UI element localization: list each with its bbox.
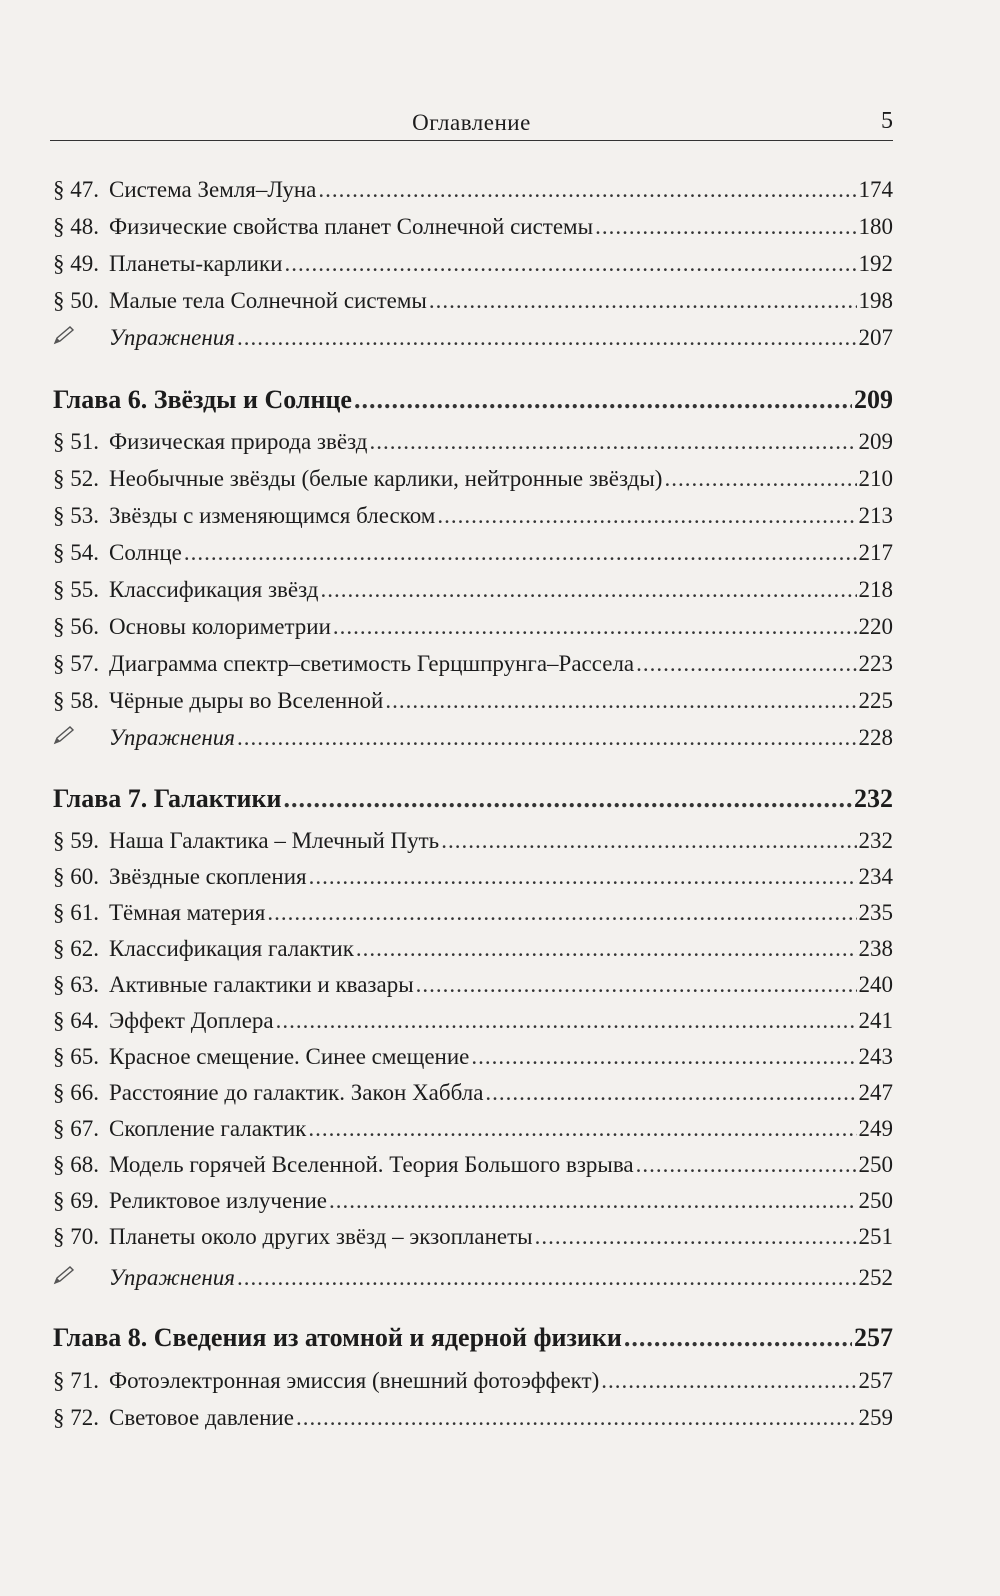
page-number: 228 — [858, 725, 893, 750]
dot-leader — [535, 1221, 857, 1253]
section-number: § 51. — [53, 429, 99, 454]
chapter-title: Глава 7. Галактики — [53, 784, 282, 813]
page-number: 238 — [858, 936, 893, 961]
dot-leader — [485, 1077, 856, 1109]
section-number: § 62. — [53, 936, 99, 961]
section-number: § 67. — [53, 1116, 99, 1141]
page-number: 217 — [858, 540, 893, 565]
dot-leader — [318, 174, 856, 206]
page-number: 232 — [854, 784, 893, 813]
page-number: 243 — [858, 1044, 893, 1069]
dot-leader — [296, 1402, 857, 1434]
section-title: Солнце — [109, 540, 182, 565]
pencil-icon — [53, 725, 109, 745]
toc-entry[interactable] — [53, 611, 893, 643]
page-number: 210 — [858, 466, 893, 491]
section-number: § 72. — [53, 1405, 99, 1430]
toc-entry[interactable] — [53, 1402, 893, 1434]
toc-entry[interactable] — [53, 648, 893, 680]
toc-entry[interactable] — [53, 933, 893, 965]
page-number: 174 — [858, 177, 893, 202]
dot-leader — [429, 285, 857, 317]
section-title: Планеты-карлики — [109, 251, 283, 276]
toc-entry[interactable] — [53, 1185, 893, 1217]
section-number: § 66. — [53, 1080, 99, 1105]
section-title: Физическая природа звёзд — [109, 429, 368, 454]
toc-entry-exercises[interactable] — [53, 322, 893, 354]
section-title: Модель горячей Вселенной. Теория Большого взрыва — [109, 1152, 634, 1177]
page-number: 198 — [858, 288, 893, 313]
pencil-icon — [53, 1265, 109, 1285]
section-title: Скопление галактик — [109, 1116, 307, 1141]
toc-entry[interactable] — [53, 1365, 893, 1397]
section-number: § 57. — [53, 651, 99, 676]
section-number: § 70. — [53, 1224, 99, 1249]
section-number: § 50. — [53, 288, 99, 313]
toc-entry[interactable] — [53, 426, 893, 458]
page-number: 257 — [854, 1323, 893, 1352]
page-number: 207 — [858, 325, 893, 350]
section-title: Звёзды с изменяющимся блеском — [109, 503, 436, 528]
dot-leader — [237, 722, 857, 754]
page-number: 257 — [858, 1368, 893, 1393]
toc-entry[interactable] — [53, 537, 893, 569]
dot-leader — [636, 1149, 857, 1181]
section-title: Планеты около других звёзд – экзопланеты — [109, 1224, 533, 1249]
page-number: 250 — [858, 1152, 893, 1177]
section-number: § 55. — [53, 577, 99, 602]
page-number: 218 — [858, 577, 893, 602]
header-title: Оглавление — [412, 110, 531, 135]
dot-leader — [333, 611, 857, 643]
pencil-icon — [53, 325, 109, 345]
page-number: 250 — [858, 1188, 893, 1213]
section-title: Малые тела Солнечной системы — [109, 288, 427, 313]
dot-leader — [636, 648, 856, 680]
section-number: § 47. — [53, 177, 99, 202]
toc-chapter[interactable] — [53, 781, 893, 817]
toc-entry[interactable] — [53, 574, 893, 606]
dot-leader — [329, 1185, 856, 1217]
toc-entry[interactable] — [53, 1041, 893, 1073]
section-title: Активные галактики и квазары — [109, 972, 414, 997]
page-number: 240 — [858, 972, 893, 997]
page-number: 192 — [858, 251, 893, 276]
toc-chapter[interactable] — [53, 382, 893, 418]
toc-entry[interactable] — [53, 500, 893, 532]
section-number: § 59. — [53, 828, 99, 853]
page-number: 235 — [858, 900, 893, 925]
section-number: § 65. — [53, 1044, 99, 1069]
page-number: 247 — [858, 1080, 893, 1105]
dot-leader — [416, 969, 857, 1001]
page-number: 225 — [858, 688, 893, 713]
dot-leader — [267, 897, 856, 929]
toc-entry[interactable] — [53, 1077, 893, 1109]
section-title: Классификация галактик — [109, 936, 354, 961]
page-number: 259 — [858, 1405, 893, 1430]
dot-leader — [284, 781, 852, 817]
section-title: Чёрные дыры во Вселенной — [109, 688, 384, 713]
section-number: § 68. — [53, 1152, 99, 1177]
dot-leader — [595, 211, 856, 243]
section-title: Упражнения — [109, 725, 235, 750]
toc-entry-exercises[interactable] — [53, 722, 893, 754]
dot-leader — [624, 1320, 852, 1356]
section-number: § 53. — [53, 503, 99, 528]
toc-entry[interactable] — [53, 969, 893, 1001]
section-number: § 61. — [53, 900, 99, 925]
toc-entry[interactable] — [53, 463, 893, 495]
toc-entry[interactable] — [53, 211, 893, 243]
page-number: 209 — [854, 385, 893, 414]
section-number: § 63. — [53, 972, 99, 997]
section-title: Расстояние до галактик. Закон Хаббла — [109, 1080, 484, 1105]
section-number: § 69. — [53, 1188, 99, 1213]
dot-leader — [356, 933, 857, 965]
page-number: 241 — [858, 1008, 893, 1033]
toc-entry[interactable] — [53, 1149, 893, 1181]
section-title: Эффект Доплера — [109, 1008, 274, 1033]
dot-leader — [276, 1005, 857, 1037]
page-number: 209 — [858, 429, 893, 454]
dot-leader — [184, 537, 857, 569]
toc-entry[interactable] — [53, 1005, 893, 1037]
page-number: 220 — [858, 614, 893, 639]
page-number: 249 — [858, 1116, 893, 1141]
page-number: 232 — [858, 828, 893, 853]
dot-leader — [664, 463, 856, 495]
section-title: Необычные звёзды (белые карлики, нейтронные звёзды) — [109, 466, 663, 491]
toc-entry[interactable] — [53, 897, 893, 929]
dot-leader — [369, 426, 856, 458]
chapter-title: Глава 8. Сведения из атомной и ядерной физики — [53, 1323, 622, 1352]
chapter-title: Глава 6. Звёзды и Солнце — [53, 385, 352, 414]
section-title: Тёмная материя — [109, 900, 266, 925]
toc-chapter[interactable] — [53, 1320, 893, 1356]
section-number: § 64. — [53, 1008, 99, 1033]
toc-entry-exercises[interactable] — [53, 1262, 893, 1294]
section-title: Физические свойства планет Солнечной системы — [109, 214, 594, 239]
page-number: 213 — [858, 503, 893, 528]
page-number: 234 — [858, 864, 893, 889]
dot-leader — [237, 322, 857, 354]
section-title: Реликтовое излучение — [109, 1188, 328, 1213]
section-title: Классификация звёзд — [109, 577, 319, 602]
section-number: § 58. — [53, 688, 99, 713]
section-title: Фотоэлектронная эмиссия (внешний фотоэффект) — [109, 1368, 600, 1393]
section-title: Красное смещение. Синее смещение — [109, 1044, 470, 1069]
section-number: § 60. — [53, 864, 99, 889]
toc-entry[interactable] — [53, 825, 893, 857]
section-title: Упражнения — [109, 325, 235, 350]
toc-entry[interactable] — [53, 248, 893, 280]
dot-leader — [237, 1262, 857, 1294]
toc-entry[interactable] — [53, 285, 893, 317]
dot-leader — [309, 861, 857, 893]
section-number: § 56. — [53, 614, 99, 639]
section-number: § 52. — [53, 466, 99, 491]
toc-entry[interactable] — [53, 174, 893, 206]
page-number: 251 — [858, 1224, 893, 1249]
section-title: Звёздные скопления — [109, 864, 307, 889]
page-number: 223 — [858, 651, 893, 676]
running-header — [50, 108, 893, 141]
page-number: 180 — [858, 214, 893, 239]
section-title: Диаграмма спектр–светимость Герцшпрунга–Рассела — [109, 651, 635, 676]
section-number: § 49. — [53, 251, 99, 276]
dot-leader — [471, 1041, 856, 1073]
toc-entry[interactable] — [53, 1113, 893, 1145]
dot-leader — [441, 825, 856, 857]
dot-leader — [437, 500, 856, 532]
section-number: § 54. — [53, 540, 99, 565]
page-number: 252 — [858, 1265, 893, 1290]
section-title: Упражнения — [109, 1265, 235, 1290]
dot-leader — [308, 1113, 856, 1145]
dot-leader — [354, 382, 852, 418]
dot-leader — [284, 248, 856, 280]
toc-entry[interactable] — [53, 1221, 893, 1253]
section-title: Световое давление — [109, 1405, 294, 1430]
section-title: Наша Галактика – Млечный Путь — [109, 828, 440, 853]
section-number: § 48. — [53, 214, 99, 239]
header-page-number: 5 — [881, 108, 893, 134]
section-title: Система Земля–Луна — [109, 177, 317, 202]
section-title: Основы колориметрии — [109, 614, 331, 639]
dot-leader — [601, 1365, 856, 1397]
dot-leader — [320, 574, 856, 606]
toc-entry[interactable] — [53, 685, 893, 717]
toc-entry[interactable] — [53, 861, 893, 893]
dot-leader — [385, 685, 856, 717]
section-number: § 71. — [53, 1368, 99, 1393]
